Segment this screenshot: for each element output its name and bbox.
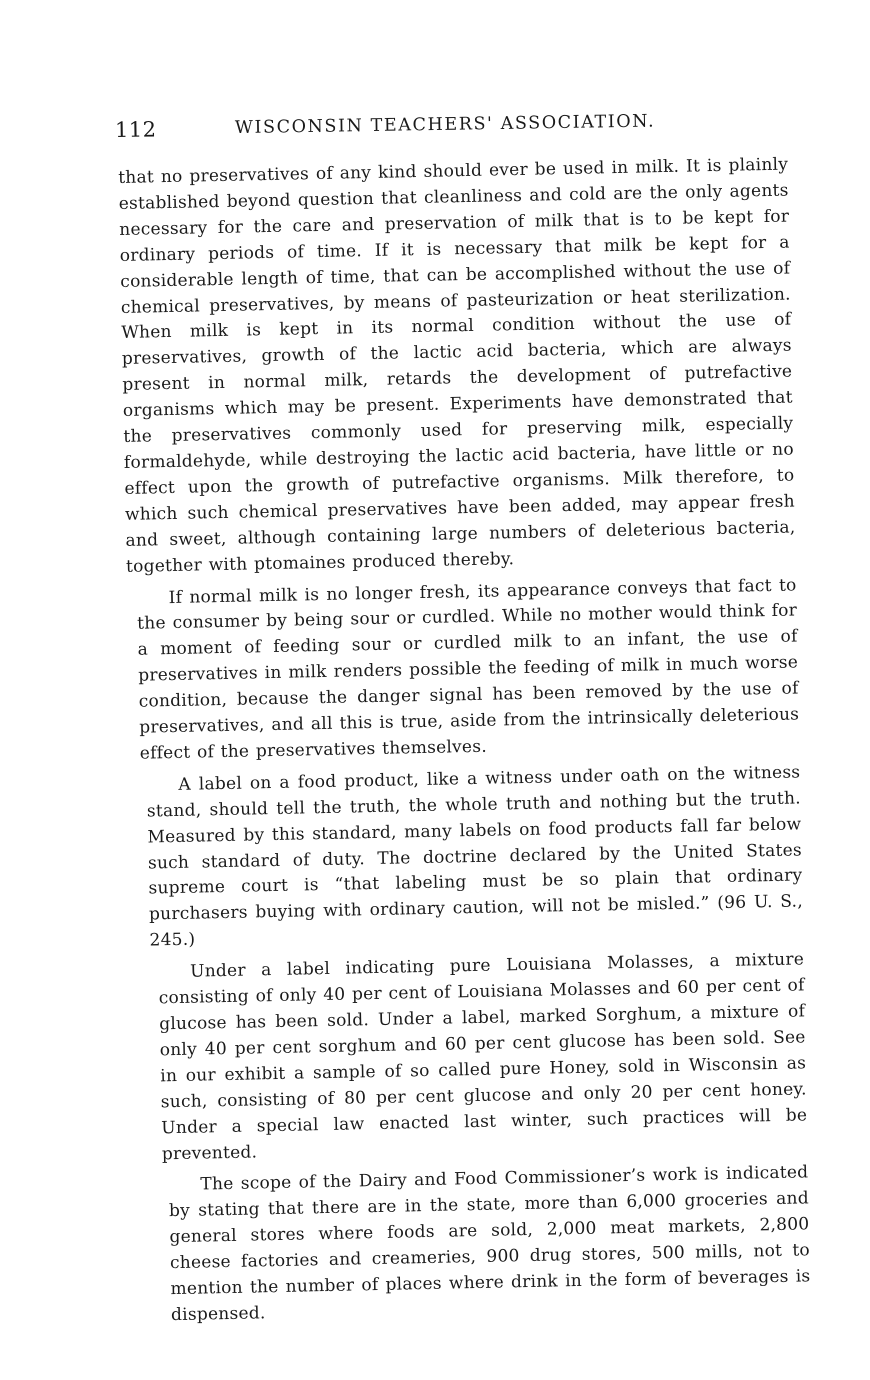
- page-header: [115, 107, 795, 148]
- body-text: [118, 153, 811, 1330]
- paragraph-2: If normal milk is no longer fresh, its appearance conveys that fact to the consumer by being sour or curdled. While no mother would think for a moment of feeding sour or curdled milk to an infant, the use of preservatives in milk renders possible the feeding of milk in much worse condition, because the danger signal has been removed by the use of preservatives, and all this is true, aside from the intrinsically deleterious effect of the preservatives themselves.: [136, 574, 800, 764]
- paragraph-4: Under a label indicating pure Louisiana Molasses, a mixture consisting of only 40 per cent of Louisiana Molasses and 60 per cent of glucose has been sold. Under a label, marked Sorghum, a mixture of only 40 per cent sorghum and 60 per cent glucose has been sold. See in our exhibit a sample of so called pure Honey, sold in Wisconsin as such, consisting of 80 per cent glucose and only 20 per cent honey. Under a special law enacted last winter, such practices will be prevented.: [158, 949, 808, 1164]
- running-head: WISCONSIN TEACHERS' ASSOCIATION.: [234, 111, 656, 139]
- paragraph-1: that no preservatives of any kind should ever be used in milk. It is plainly established beyond question that cleanliness and cold are the only agents necessary for the care and preservation of milk that is to be kept for ordinary periods of time. If it is necessary that milk be kept for a considerable length of time, that can be accomplished without the use of chemical preservatives, by means of pasteurization or heat sterilization. When milk is kept in its normal condition without the use of preservatives, growth of the lactic acid bacteria, which are always present in normal milk, retards the development of putrefactive organisms which may be present. Experiments have demonstrated that the preservatives commonly used for preserving milk, especially formaldehyde, while destroying the lactic acid bacteria, have little or no effect upon the growth of putrefactive organisms. Milk therefore, to which such chemical preservatives have been added, may appear fresh and sweet, although containing large numbers of deleterious bacteria, together with ptomaines produced thereby.: [118, 154, 796, 577]
- page-number: 112: [114, 117, 157, 142]
- paragraph-5: The scope of the Dairy and Food Commissioner’s work is indicated by stating that there are in the state, more than 6,000 groceries and general stores where foods are sold, 2,000 meat markets, 2,800 cheese factories and creameries, 900 drug stores, 500 mills, not to mention the number of places where drink in the form of beverages is dispensed.: [168, 1162, 811, 1326]
- paragraph-3: A label on a food product, like a witness under oath on the witness stand, should tell the truth, the whole truth and nothing but the truth. Measured by this standard, many labels on food products fall far below such standard of duty. The doctrine declared by the United States supreme court is “that labeling must be so plain that ordinary purchasers buying with ordinary caution, will not be misled.” (96 U. S., 245.): [146, 762, 804, 951]
